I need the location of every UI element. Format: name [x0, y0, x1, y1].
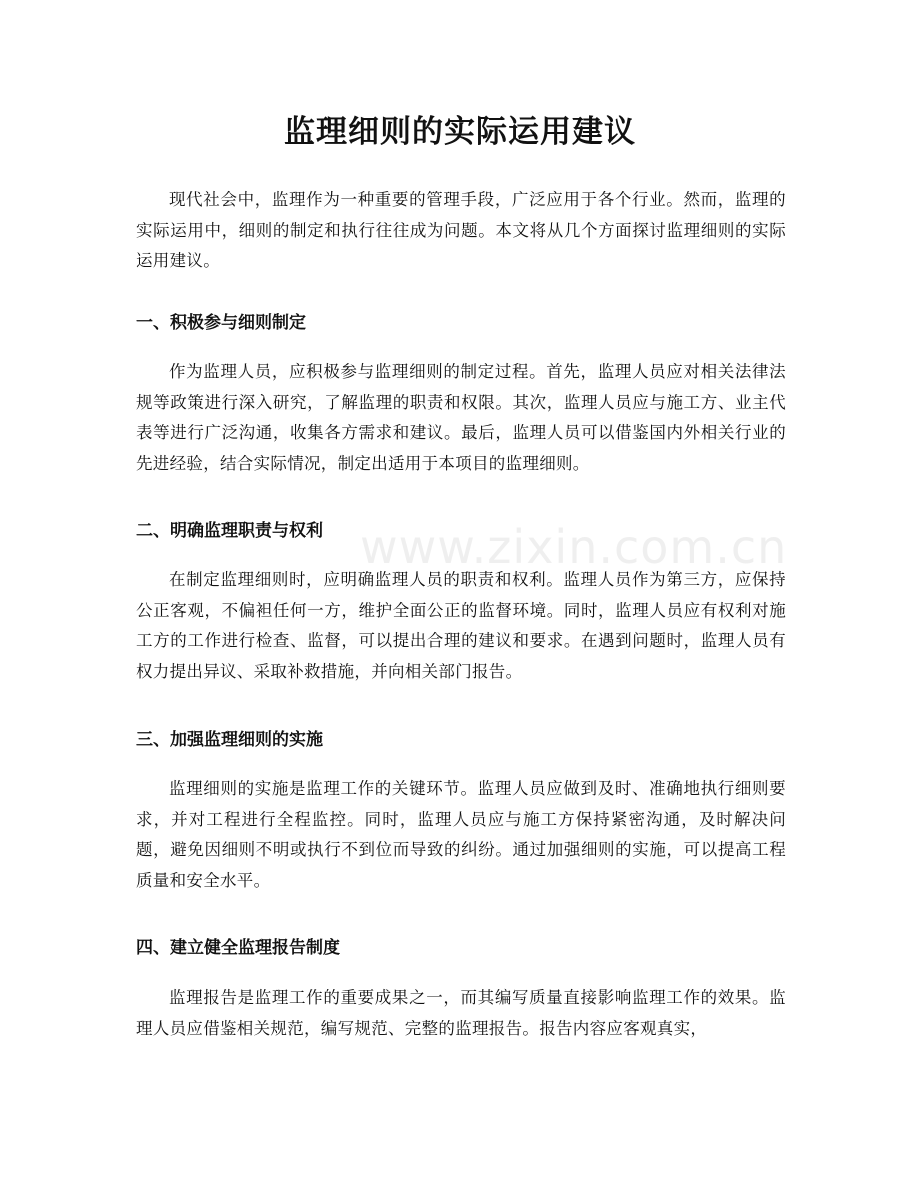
- watermark-text: www.zixin.com.cn: [360, 520, 788, 574]
- section-4-heading: 四、建立健全监理报告制度: [136, 938, 340, 958]
- intro-paragraph: 现代社会中，监理作为一种重要的管理手段，广泛应用于各个行业。然而，监理的实际运用中，细则的制定和执行往往成为问题。本文将从几个方面探讨监理细则的实际运用建议。: [136, 190, 786, 270]
- section-2-heading: 二、明确监理职责与权利: [136, 521, 323, 541]
- section-1-heading: 一、积极参与细则制定: [136, 313, 306, 333]
- section-4-body: 监理报告是监理工作的重要成果之一，而其编写质量直接影响监理工作的效果。监理人员应借鉴相关规范，编写规范、完整的监理报告。报告内容应客观真实，: [136, 988, 786, 1038]
- section-3-heading: 三、加强监理细则的实施: [136, 730, 323, 750]
- section-3-body: 监理细则的实施是监理工作的关键环节。监理人员应做到及时、准确地执行细则要求，并对工程进行全程监控。同时，监理人员应与施工方保持紧密沟通，及时解决问题，避免因细则不明或执行不到位而导致的纠纷。通过加强细则的实施，可以提高工程质量和安全水平。: [136, 779, 786, 890]
- section-1-body: 作为监理人员，应积极参与监理细则的制定过程。首先，监理人员应对相关法律法规等政策进行深入研究，了解监理的职责和权限。其次，监理人员应与施工方、业主代表等进行广泛沟通，收集各方需求和建议。最后，监理人员可以借鉴国内外相关行业的先进经验，结合实际情况，制定出适用于本项目的监理细则。: [136, 362, 786, 473]
- section-2-body: 在制定监理细则时，应明确监理人员的职责和权利。监理人员作为第三方，应保持公正客观，不偏袒任何一方，维护全面公正的监督环境。同时，监理人员应有权利对施工方的工作进行检查、监督，可以提出合理的建议和要求。在遇到问题时，监理人员有权力提出异议、采取补救措施，并向相关部门报告。: [136, 570, 786, 681]
- page-title: 监理细则的实际运用建议: [284, 114, 636, 150]
